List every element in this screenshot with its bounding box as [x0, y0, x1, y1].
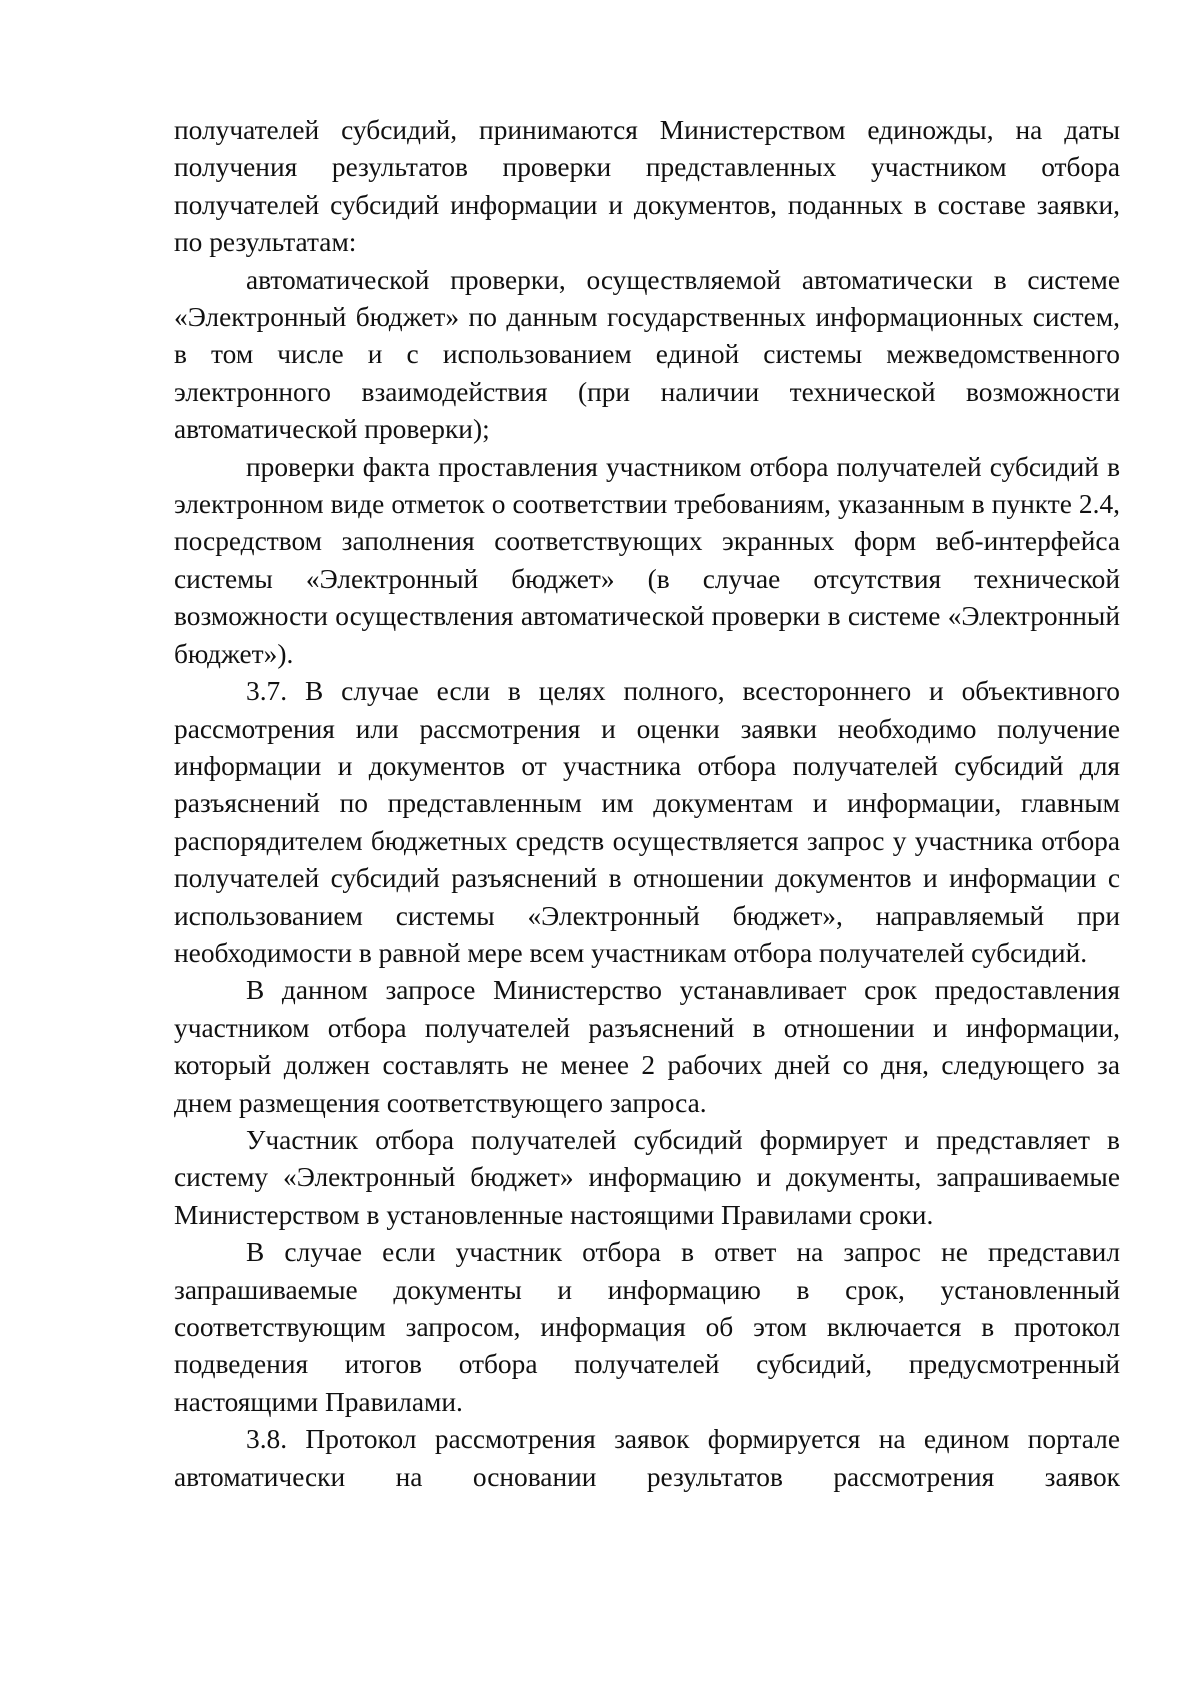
- paragraph-no-response: В случае если участник отбора в ответ на запрос не представил запрашиваемые документы и информацию в срок, установленный соответствующим запросом, информация об этом включается в протокол подведения итогов отбора получателей субсидий, предусмотренный настоящими Правилами.: [174, 1237, 1120, 1417]
- paragraph-fact-check: проверки факта проставления участником отбора получателей субсидий в электронном виде отметок о соответствии требованиям, указанным в пункте 2.4, посредством заполнения соответствующих экранных форм веб-интерфейса системы «Электронный бюджет» (в случае отсутствия технической возможности осуществления автоматической проверки в системе «Электронный бюджет»).: [174, 451, 1120, 669]
- paragraph-automatic-check: автоматической проверки, осуществляемой автоматически в системе «Электронный бюджет» по данным государственных информационных систем, в том числе и с использованием единой системы межведомственного электронного взаимодействия (при наличии технической возможности автоматической проверки);: [174, 264, 1120, 445]
- paragraph-3-8: 3.8. Протокол рассмотрения заявок формируется на едином портале автоматически на основании результатов рассмотрения заявок: [174, 1424, 1120, 1492]
- paragraph-request-deadline: В данном запросе Министерство устанавливает срок предоставления участником отбора получателей разъяснений в отношении и информации, который должен составлять не менее 2 рабочих дней со дня, следующего за днем размещения соответствующего запроса.: [174, 975, 1120, 1118]
- document-body: [174, 112, 1120, 1496]
- paragraph-participant-submits: Участник отбора получателей субсидий формирует и представляет в систему «Электронный бюджет» информацию и документы, запрашиваемые Министерством в установленные настоящими Правилами сроки.: [174, 1124, 1120, 1230]
- paragraph-3-7: 3.7. В случае если в целях полного, всестороннего и объективного рассмотрения или рассмотрения и оценки заявки необходимо получение информации и документов от участника отбора получателей субсидий для разъяснений по представленным им документам и информации, главным распорядителем бюджетных средств осуществляется запрос у участника отбора получателей субсидий разъяснений в отношении документов и информации с использованием системы «Электронный бюджет», направляемый при необходимости в равной мере всем участникам отбора получателей субсидий.: [174, 676, 1120, 968]
- paragraph-continuation: получателей субсидий, принимаются Министерством единожды, на даты получения результатов проверки представленных участником отбора получателей субсидий информации и документов, поданных в составе заявки, по результатам:: [174, 115, 1120, 258]
